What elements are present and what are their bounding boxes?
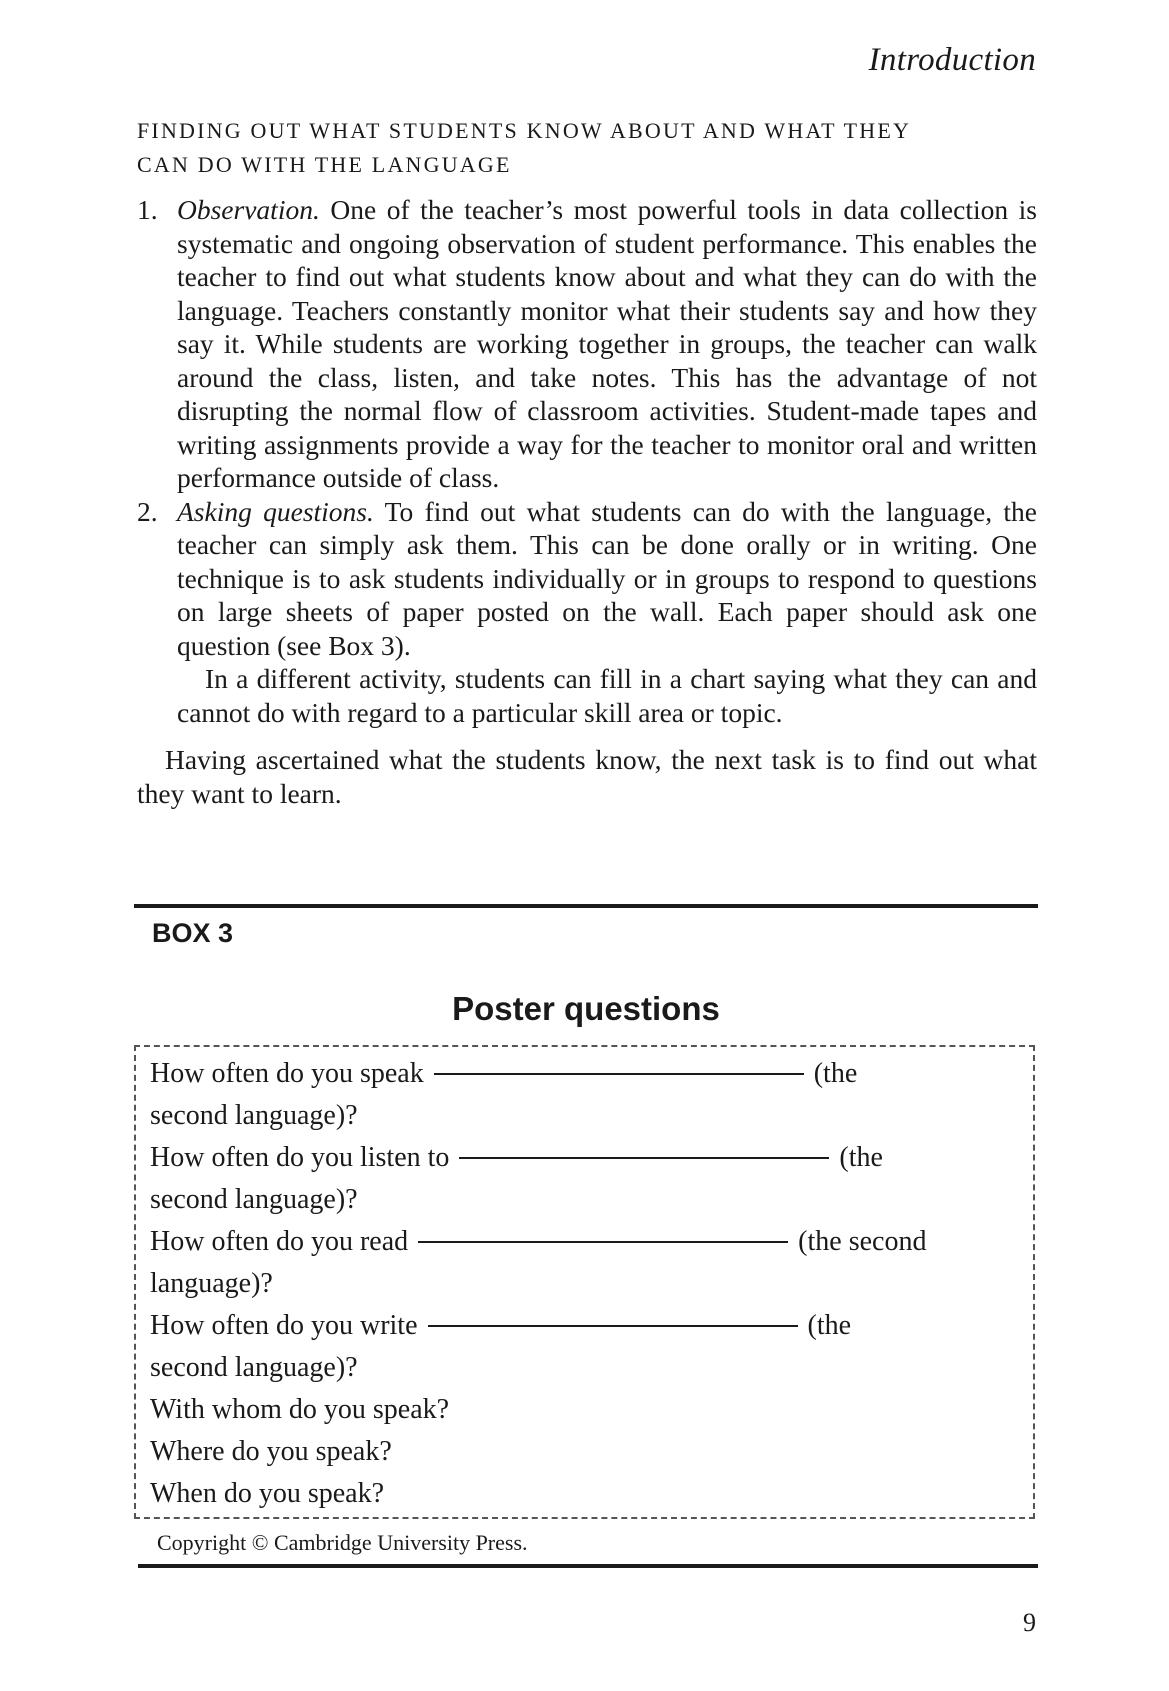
question-text: How often do you speak bbox=[150, 1058, 424, 1089]
answer-blank bbox=[434, 1072, 804, 1075]
question-text: (the second bbox=[798, 1226, 927, 1257]
copyright-notice: Copyright © Cambridge University Press. bbox=[157, 1530, 528, 1555]
answer-blank bbox=[459, 1156, 829, 1159]
question-line bbox=[150, 1221, 1020, 1263]
list-item bbox=[137, 495, 1037, 663]
box-title: Poster questions bbox=[452, 990, 720, 1027]
list-number: 1. bbox=[137, 194, 158, 225]
body-text bbox=[137, 193, 1037, 810]
question-line bbox=[150, 1053, 1020, 1095]
list-term: Observation. bbox=[177, 194, 320, 225]
box-top-rule bbox=[134, 904, 1038, 908]
question-line bbox=[150, 1137, 1020, 1179]
question-text: (the bbox=[839, 1142, 883, 1173]
list-number: 2. bbox=[137, 495, 158, 527]
section-heading bbox=[137, 114, 1037, 182]
question-line: second language)? bbox=[150, 1100, 358, 1131]
box-label: BOX 3 bbox=[152, 918, 234, 948]
question-line bbox=[150, 1305, 1020, 1347]
answer-blank bbox=[418, 1240, 788, 1243]
question-line: second language)? bbox=[150, 1184, 358, 1215]
question-text: How often do you read bbox=[150, 1226, 409, 1257]
answer-blank bbox=[428, 1324, 798, 1327]
list-text: To find out what students can do with the language, the teacher can simply ask them. This can be done orally or in writing. One technique is to ask students individually or in groups to respond to questions on large sheets of paper posted on the wall. Each paper should ask one question (see Box 3). bbox=[177, 495, 1037, 661]
section-heading-line: FINDING OUT WHAT STUDENTS KNOW ABOUT AND WHAT THEY bbox=[137, 118, 912, 143]
section-heading-line: CAN DO WITH THE LANGUAGE bbox=[137, 152, 512, 177]
question-line: language)? bbox=[150, 1268, 273, 1299]
list-followup-paragraph: In a different activity, students can fill in a chart saying what they can and cannot do with regard to a particular skill area or topic. bbox=[177, 663, 1037, 728]
box-bottom-rule bbox=[138, 1564, 1038, 1568]
question-line: second language)? bbox=[150, 1352, 358, 1383]
question-line: Where do you speak? bbox=[150, 1436, 392, 1467]
question-line: With whom do you speak? bbox=[150, 1394, 450, 1425]
page-number: 9 bbox=[1023, 1608, 1036, 1637]
question-line: When do you speak? bbox=[150, 1478, 385, 1509]
question-text: (the bbox=[807, 1310, 852, 1341]
list-term: Asking questions. bbox=[177, 495, 374, 527]
list-item bbox=[137, 193, 1037, 495]
poster-questions bbox=[150, 1053, 1020, 1515]
question-text: How often do you write bbox=[150, 1310, 418, 1341]
list-text: One of the teacher’s most powerful tools in data collection is systematic and ongoing observation of student performance. This enables the teacher to find out what students know about and what they can do with the language. Teachers constantly monitor what their students say and how they say it. While students are working together in groups, the teacher can walk around the class, listen, and take notes. This has the advantage of not disrupting the normal flow of classroom activities. Student-made tapes and writing assignments provide a way for the teacher to monitor oral and written performance outside of class. bbox=[177, 194, 1037, 493]
running-head: Introduction bbox=[868, 42, 1036, 78]
question-text: How often do you listen to bbox=[150, 1142, 450, 1173]
question-text: (the bbox=[813, 1058, 858, 1089]
summary-paragraph: Having ascertained what the students know, the next task is to find out what they want to learn. bbox=[137, 744, 1037, 809]
